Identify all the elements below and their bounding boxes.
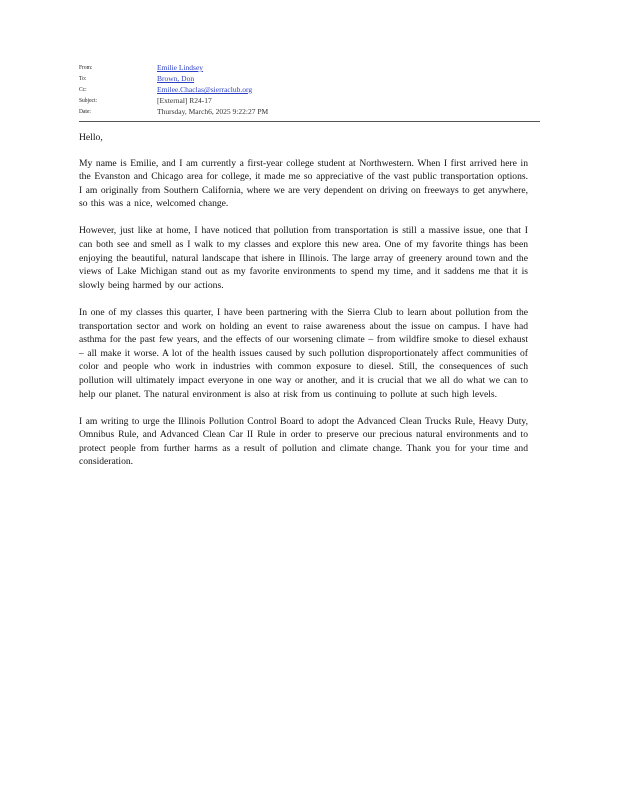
subject-row bbox=[79, 96, 540, 106]
cc-link[interactable]: Emilee.Chaclas@sierraclub.org bbox=[157, 85, 253, 94]
subject-value: [External] R24-17 bbox=[157, 96, 212, 105]
body-paragraph-3: In one of my classes this quarter, I have been partnering with the Sierra Club to learn about pollution from the transportation sector and work on holding an event to raise awareness about the issue on campus. I have had asthma for the past few years, and the effects of our worsening climate – from wildfire smoke to diesel exhaust – all make it worse. A lot of the health issues caused by such pollution disproportionately affect communities of color and people who work in industries with common exposure to diesel. Still, the consequences of such pollution will ultimately impact everyone in one way or another, and it is crucial that we all do what we can to help our planet. The natural environment is also at risk from us continuing to pollute at such high levels. bbox=[79, 306, 528, 400]
to-label: To: bbox=[79, 75, 87, 83]
header-divider bbox=[79, 121, 540, 122]
body-paragraph-2: However, just like at home, I have noticed that pollution from transportation is still a massive issue, one that I can both see and smell as I walk to my classes and explore this new area. One of my favorite things has been enjoying the beautiful, natural landscape that ishere in Illinois. The large array of greenery around town and the views of Lake Michigan stand out as my favorite environments to spend my time, and it saddens me that it is slowly being harmed by our actions. bbox=[79, 225, 528, 291]
to-row bbox=[79, 74, 540, 84]
email-header bbox=[79, 63, 540, 118]
from-link[interactable]: Emilie Lindsey bbox=[157, 63, 204, 72]
to-link[interactable]: Brown, Don bbox=[157, 74, 195, 83]
cc-row bbox=[79, 85, 540, 95]
date-row bbox=[79, 107, 540, 117]
email-body bbox=[79, 131, 528, 482]
date-value: Thursday, March6, 2025 9:22:27 PM bbox=[157, 107, 269, 116]
cc-label: Cc: bbox=[79, 86, 87, 94]
subject-label: Subject: bbox=[79, 97, 98, 105]
body-paragraph-4: I am writing to urge the Illinois Pollution Control Board to adopt the Advanced Clean Trucks Rule, Heavy Duty, Omnibus Rule, and Advanced Clean Car II Rule in order to preserve our precious natural environments and to protect people from further harms as a result of pollution and climate change. Thank you for your time and consideration. bbox=[79, 415, 528, 468]
from-row bbox=[79, 63, 540, 73]
body-paragraph-1: My name is Emilie, and I am currently a first-year college student at Northwestern. When I first arrived here in the Evanston and Chicago area for college, it made me so appreciative of the vast public transportation options. I am originally from Southern California, where we are very dependent on driving on freeways to get anywhere, so this was a nice, welcomed change. bbox=[79, 157, 528, 210]
from-label: From: bbox=[79, 64, 93, 72]
greeting: Hello, bbox=[79, 132, 103, 143]
date-label: Date: bbox=[79, 108, 91, 116]
